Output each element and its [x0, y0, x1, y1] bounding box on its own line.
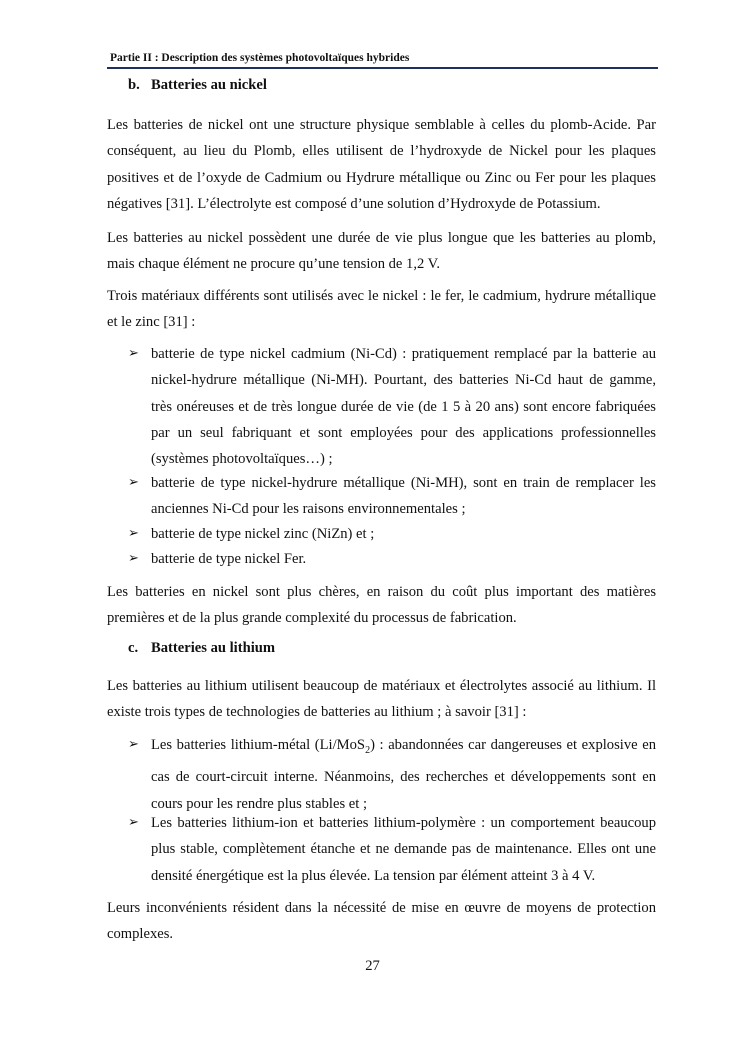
paragraph: Les batteries de nickel ont une structure physique semblable à celles du plomb-Acide. Par conséquent, au lieu du Plomb, elles utilisent de l’hydroxyde de Nickel pour les plaques positives et de l’oxyde de Cadmium ou Hydrure métallique ou Zinc ou Fer pour les plaques négatives [31]. L’électrolyte est composé d’une solution d’Hydroxyde de Potassium.: [107, 117, 656, 212]
paragraph: Les batteries au lithium utilisent beaucoup de matériaux et électrolytes associé au lithium. Il existe trois types de technologies de batteries au lithium ; à savoir [31] :: [107, 678, 656, 721]
paragraph: Leurs inconvénients résident dans la nécessité de mise en œuvre de moyens de protection complexes.: [107, 900, 656, 943]
list-item: Les batteries lithium-ion et batteries lithium-polymère : un comportement beaucoup plus stable, complètement étanche et ne demande pas de maintenance. Elles ont une densité énergétique est la plus élevée. La tension par élément atteint 3 à 4 V.: [151, 815, 656, 884]
bullet-arrow-icon: ➢: [128, 550, 139, 565]
section-title: Batteries au nickel: [151, 77, 267, 93]
text: Les batteries lithium-métal (Li/MoS: [151, 737, 366, 753]
section-heading-b: [128, 77, 267, 94]
text: ) : abandonnées car dangereuses et explosive en cas de court-circuit interne. Néanmoins, des recherches et développements sont en cours pour les rendre plus stables et ;: [151, 737, 656, 812]
header-rule: [107, 67, 658, 69]
list-item: batterie de type nickel cadmium (Ni-Cd) : pratiquement remplacé par la batterie au nickel-hydrure métallique (Ni-MH). Pourtant, des batteries Ni-Cd haut de gamme, très onéreuses et de très longue durée de vie (de 1 5 à 20 ans) sont encore fabriquées par un seul fabriquant et sont employées pour des applications professionnelles (systèmes photovoltaïques…) ;: [151, 346, 656, 468]
list-item: batterie de type nickel Fer.: [151, 551, 307, 567]
page-number: 27: [365, 958, 380, 974]
bullet-arrow-icon: ➢: [128, 736, 139, 751]
list-item: [151, 732, 656, 817]
bullet-arrow-icon: ➢: [128, 345, 139, 360]
running-header: Partie II : Description des systèmes photovoltaïques hybrides: [110, 52, 410, 64]
bullet-arrow-icon: ➢: [128, 474, 139, 489]
section-number: c.: [128, 640, 139, 656]
paragraph: Les batteries au nickel possèdent une durée de vie plus longue que les batteries au plomb, mais chaque élément ne procure qu’une tension de 1,2 V.: [107, 230, 656, 273]
section-heading-c: [128, 640, 275, 657]
section-number: b.: [128, 77, 140, 93]
paragraph: Les batteries en nickel sont plus chères, en raison du coût plus important des matières premières et de la plus grande complexité du processus de fabrication.: [107, 584, 656, 627]
list-item: batterie de type nickel-hydrure métallique (Ni-MH), sont en train de remplacer les anciennes Ni-Cd pour les raisons environnementales ;: [151, 475, 656, 518]
subscript: 2: [365, 744, 371, 756]
bullet-arrow-icon: ➢: [128, 814, 139, 829]
bullet-arrow-icon: ➢: [128, 525, 139, 540]
paragraph: Trois matériaux différents sont utilisés avec le nickel : le fer, le cadmium, hydrure métallique et le zinc [31] :: [107, 288, 656, 331]
section-title: Batteries au lithium: [151, 640, 276, 656]
list-item: batterie de type nickel zinc (NiZn) et ;: [151, 526, 375, 542]
